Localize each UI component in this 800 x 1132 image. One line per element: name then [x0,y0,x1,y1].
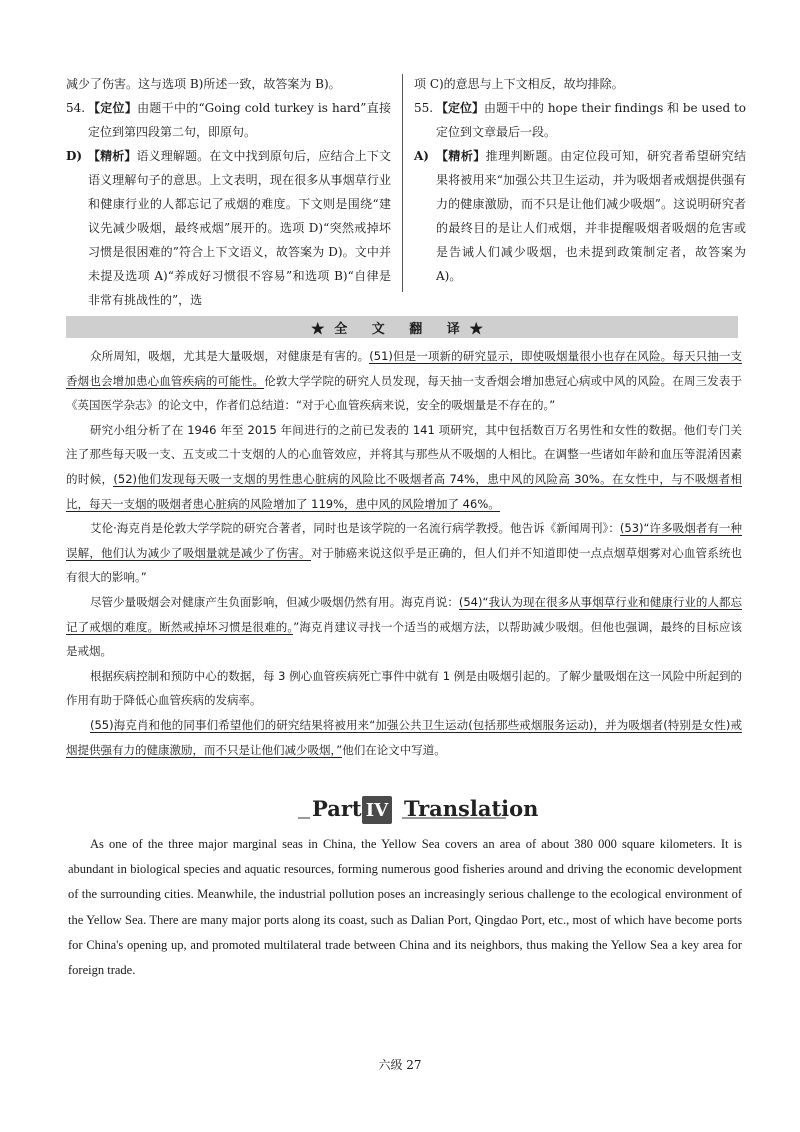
q54-analysis-tag: 【精析】 [88,149,137,163]
translation-paragraph-2 [66,418,742,516]
translation-paragraph-3 [66,516,742,590]
translation-paragraph-6 [66,713,742,762]
translation-p1-underlined: (51)但是一项新的研究显示，即使吸烟量很小也存在风险。每天只抽一支香烟也会增加患心血管疾病的可能性。 [66,349,743,388]
translation-p4-rest: ”海克肖建议寻找一个适当的戒烟方法，以帮助减少吸烟。但他也强调，最终的目标应该是戒烟。 [66,619,742,659]
right-carryover: 项 C)的意思与上下文相反，故均排除。 [414,77,624,91]
translation-p1-rest: 伦敦大学学院的研究人员发现，每天抽一支香烟会增加患冠心病或中风的风险。在周三发表于《英国医学杂志》的论文中，作者们总结道：“对于心血管疾病来说，安全的吸烟量是不存在的。” [66,373,742,413]
q54-locate-text: 由题干中的“Going cold turkey is hard”直接定位到第四段第二句，即原句。 [88,101,391,139]
translation-p3-text: 艾伦·海克肖是伦敦大学学院的研究合著者，同时也是该学院的一名流行病学教授。他告诉《新闻周刊》： [90,521,620,536]
left-carryover: 减少了伤害。这与选项 B)所述一致，故答案为 B)。 [66,77,341,91]
part-title: Translation [404,796,539,821]
translation-paragraph-1 [66,344,742,418]
translation-p2-underlined: (52)他们发现每天吸一支烟的男性患心脏病的风险比不吸烟者高 74%，患中风的风险高 30%。在女性中，与不吸烟者相比，每天一支烟的吸烟者患心脏病的风险增加了 119%，患中风的风险增加了 46%。 [66,471,742,511]
answer-columns [66,72,747,307]
column-divider [402,74,403,292]
translation-p3-rest: 对于肺癌来说这似乎是正确的，但人们并不知道即使一点点烟草烟雾对心血管系统也有很大的影响。” [66,545,743,585]
part-number-badge: IV [362,796,392,824]
full-translation-banner: ★全 文 翻 译★ [66,316,738,338]
q54-locate-row [66,96,391,144]
q55-locate [436,96,746,144]
translation-body [66,344,742,762]
q55-locate-text: 由题干中的 hope their findings 和 be used to 定位到文章最后一段。 [436,101,747,139]
translation-p4-underlined: (54)“我认为现在很多从事烟草行业和健康行业的人都忘记了戒烟的难度。断然戒掉坏习惯是很难的。 [66,594,743,634]
q55-analysis-text: 推理判断题。由定位段可知，研究者希望研究结果将被用来“加强公共卫生运动，并为吸烟者戒烟提供强有力的健康激励，而不只是让他们减少吸烟”。这说明研究者的最终目的是让人们戒烟，并非提醒吸烟者吸烟的危害或是告诫人们减少吸烟，也未提到政策制定者，故答案为 A)。 [436,149,746,283]
q54-answer: D) [66,149,83,163]
part-heading [0,792,800,828]
translation-p4-text: 尽管少量吸烟会对健康产生负面影响，但减少吸烟仍然有用。海克肖说： [90,594,459,609]
english-paragraph: As one of the three major marginal seas in China, the Yellow Sea covers an area of about 380 000 square kilometers. It is abundant in biological species and aquatic resources, forming numerous good fisheries around and driving the economic development of the surrounding cities. Meanwhile, the industrial pollution poses an increasingly serious challenge to the ecological environment of the Yellow Sea. There are many major ports along its coast, such as Dalian Port, Qingdao Port, etc., most of which have become ports for China's opening up, and promoted multilateral trade between China and its neighbors, thus making the Yellow Sea a key area for foreign trade. [68,837,742,978]
translation-p6-rest: 他们在论文中写道。 [342,742,446,757]
q54-locate [88,96,391,144]
q55-analysis-tag: 【精析】 [436,149,486,163]
q55-answer: A) [414,149,429,163]
q55-number: 55. [414,101,434,115]
q55-analysis-row [414,144,746,288]
translation-paragraph-5: 根据疾病控制和预防中心的数据，每 3 例心血管疾病死亡事件中就有 1 例是由吸烟引起的。了解少量吸烟在这一风险中所起到的作用有助于降低心血管疾病的发病率。 [66,668,742,708]
left-column [66,72,391,312]
q55-locate-row [414,96,746,144]
translation-paragraph-4 [66,590,742,664]
q54-analysis [88,144,391,312]
q54-analysis-text: 语义理解题。在文中找到原句后，应结合上下文语义理解句子的意思。上文表明，现在很多从事烟草行业和健康行业的人都忘记了戒烟的难度。下文则是围绕“建议先减少吸烟，最终戒烟”展开的。选项 D)“突然戒掉坏习惯是很困难的”符合上下文语义，故答案为 D)。文中并未提及选项 A)“养成好习惯很不容易”和选项 B)“自律是非常有挑战性的”，选 [88,149,391,307]
q54-analysis-row [66,144,391,312]
part-heading-rule-left [298,817,310,819]
translation-p3-underlined: (53)“许多吸烟者有一种误解，他们认为减少了吸烟量就是减少了伤害。 [66,521,742,560]
part-label: Part [312,796,362,821]
english-passage [68,832,742,983]
q54-locate-tag: 【定位】 [88,101,138,115]
right-column [414,72,746,288]
translation-p6-underlined: (55)海克肖和他的同事们希望他们的研究结果将被用来“加强公共卫生运动(包括那些戒烟服务运动)，并为吸烟者(特别是女性)戒烟提供强有力的健康激励，而不只是让他们减少吸烟，” [66,717,742,757]
page-number: 六级 27 [378,1058,422,1072]
q55-analysis [436,144,746,288]
q55-locate-tag: 【定位】 [436,101,485,115]
translation-p1-text: 众所周知，吸烟，尤其是大量吸烟，对健康是有害的。 [90,349,370,363]
q54-number: 54. [66,101,86,115]
translation-p2-text: 研究小组分析了在 1946 年至 2015 年间进行的之前已发表的 141 项研究，其中包括数百万名男性和女性的数据。他们专门关注了那些每天吸一支、五支或二十支烟的人的心血管效应，并将其与那些从不吸烟的人相比。在调整一些诸如年龄和血压等混淆因素的时候， [66,422,742,486]
